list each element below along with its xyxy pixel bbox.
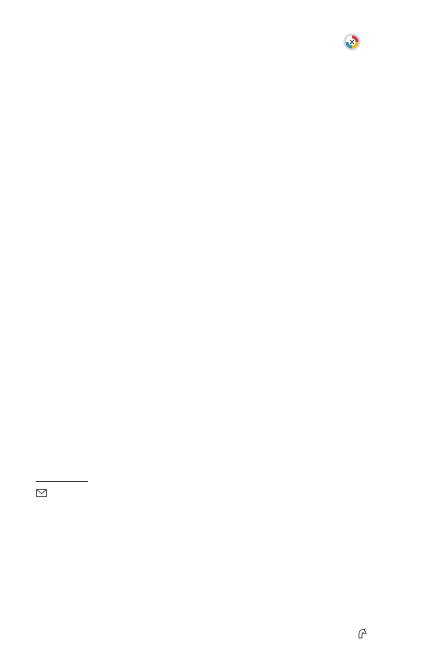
springer-logo: [357, 628, 407, 640]
footnote-rule: [36, 481, 88, 482]
crossmark-icon: [343, 33, 361, 51]
springer-horse-icon: [357, 628, 368, 639]
crossmark-badge[interactable]: [343, 33, 407, 53]
correspondence: [36, 489, 51, 498]
envelope-icon: [36, 489, 47, 497]
